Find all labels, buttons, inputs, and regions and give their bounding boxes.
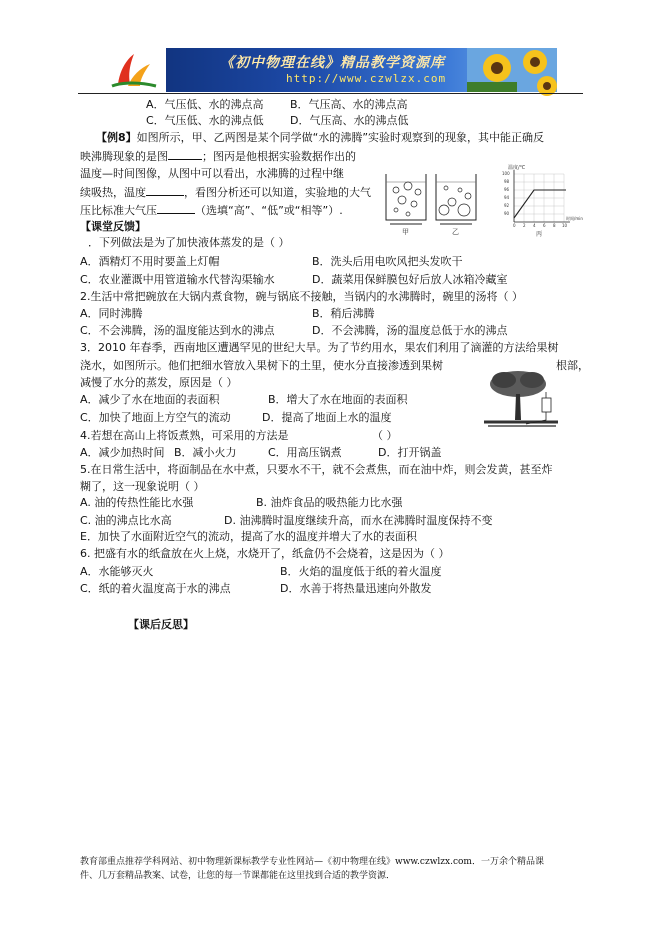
graph-xtick: 10 <box>562 223 568 228</box>
example-8-text-2b: ；图丙是他根据实验数据作出的 <box>202 150 356 163</box>
q4-option-b: B．减小火力 <box>174 446 237 459</box>
q5-option-e: E．加快了水面附近空气的流动，提高了水的温度并增大了水的表面积 <box>80 530 417 543</box>
q4-stem: 4.若想在高山上将饭煮熟，可采用的方法是 <box>80 429 289 442</box>
q5-option-c: C. 油的沸点比水高 <box>80 514 172 527</box>
q1-stem: ．下列做法是为了加快液体蒸发的是（ ） <box>88 236 290 249</box>
q2-option-b: B．稍后沸腾 <box>312 307 375 320</box>
graph-ytick: 94 <box>504 195 510 200</box>
q2-option-d: D．不会沸腾，汤的温度总低于水的沸点 <box>312 324 508 337</box>
example-8-text-5b: （选填“高”、“低”或“相等”）. <box>195 204 343 217</box>
answer-blank-1[interactable] <box>168 149 202 160</box>
q6-option-c: C．纸的着火温度高于水的沸点 <box>80 582 231 595</box>
q2-stem: 2.生活中常把碗放在大锅内煮食物，碗与锅底不接触，当锅内的水沸腾时，碗里的汤将（ ） <box>80 290 523 303</box>
beaker-figure <box>382 168 482 234</box>
q4-option-a: A．减少加热时间 <box>80 446 165 459</box>
example-8-line2 <box>80 149 356 164</box>
option-b: B．气压高、水的沸点高 <box>290 98 408 111</box>
graph-ytick: 98 <box>504 179 510 184</box>
graph-xlabel: 时间/min <box>566 216 583 221</box>
example-8-text-4a: 续吸热，温度 <box>80 186 146 199</box>
example-8-line3: 温度—时间图像，从图中可以看出，水沸腾的过程中继 <box>80 167 344 180</box>
graph-ytick: 90 <box>504 211 510 216</box>
q6-option-d: D．水善于将热量迅速向外散发 <box>280 582 432 595</box>
footer-line2: 件、几万套精品教案、试卷，让您的每一节课都能在这里找到合适的教学资源． <box>80 871 396 881</box>
q3-option-b: B．增大了水在地面的表面积 <box>268 393 408 406</box>
graph-xtick: 6 <box>543 223 546 228</box>
graph-xtick: 2 <box>523 223 526 228</box>
q1-option-a: A．酒精灯不用时要盖上灯帽 <box>80 255 220 268</box>
q5-line1: 5.在日常生活中，将面制品在水中煮，只要水不干，就不会煮焦，而在油中炸，则会发黄，甚至炸 <box>80 463 553 476</box>
q3-line2b: 根部， <box>556 359 589 372</box>
q2-option-a: A．同时沸腾 <box>80 307 143 320</box>
section-reflection: 【课后反思】 <box>128 618 194 631</box>
example-8-text: 如图所示，甲、乙两图是某个同学做“水的沸腾”实验时观察到的现象，其中能正确反 <box>136 131 545 144</box>
beaker-b <box>436 174 476 224</box>
section-feedback: 【课堂反馈】 <box>80 220 146 233</box>
q5-option-d: D. 油沸腾时温度继续升高，而水在沸腾时温度保持不变 <box>224 514 493 527</box>
graph-ytick: 96 <box>504 187 510 192</box>
q6-option-a: A．水能够灭火 <box>80 565 154 578</box>
q3-line1: 3．2010 年春季，西南地区遭遇罕见的世纪大旱。为了节约用水，果农们利用了滴灌的方法给果树 <box>80 341 559 354</box>
option-d: D．气压高、水的沸点低 <box>290 114 409 127</box>
answer-blank-2[interactable] <box>146 185 184 196</box>
tree-irrigation-figure <box>482 368 562 430</box>
q1-option-d: D．蔬菜用保鲜膜包好后放人冰箱冷藏室 <box>312 273 508 286</box>
q4-option-c: C．用高压锅煮 <box>268 446 342 459</box>
header-url[interactable]: http://www.czwlzx.com <box>286 72 447 85</box>
q6-stem: 6. 把盛有水的纸盒放在火上烧，水烧开了，纸盒仍不会烧着，这是因为（ ） <box>80 547 450 560</box>
example-8-text-5a: 压比标准大气压 <box>80 204 157 217</box>
beaker-a-label: 甲 <box>402 228 409 236</box>
temperature-graph <box>500 162 583 240</box>
q3-option-a: A．减少了水在地面的表面积 <box>80 393 220 406</box>
beaker-a <box>386 174 426 224</box>
example-8-text-4b: ，看图分析还可以知道，实验地的大气 <box>184 186 371 199</box>
q4-option-d: D．打开锅盖 <box>378 446 442 459</box>
option-a: A．气压低、水的沸点高 <box>146 98 264 111</box>
q4-paren: （ ） <box>372 429 398 442</box>
q2-option-c: C．不会沸腾，汤的温度能达到水的沸点 <box>80 324 275 337</box>
q5-option-b: B. 油炸食品的吸热能力比水强 <box>256 496 403 509</box>
q1-option-b: B．洗头后用电吹风把头发吹干 <box>312 255 463 268</box>
example-8-line5 <box>80 203 343 218</box>
q1-option-c: C．农业灌溉中用管道输水代替沟渠输水 <box>80 273 275 286</box>
graph-xtick: 4 <box>533 223 536 228</box>
header-title: 《初中物理在线》精品教学资源库 <box>220 55 445 71</box>
example-8-line1 <box>96 131 544 145</box>
q5-option-a: A. 油的传热性能比水强 <box>80 496 194 509</box>
footer-line1: 教育部重点推荐学科网站、初中物理新课标教学专业性网站—《初中物理在线》www.czwlzx.com．一万余个精品课 <box>80 857 544 867</box>
site-logo <box>100 48 166 92</box>
option-c: C．气压低、水的沸点低 <box>146 114 264 127</box>
sunflower-image <box>467 48 557 92</box>
q3-option-d: D．提高了地面上水的温度 <box>262 411 392 424</box>
graph-ylabel: 温度/℃ <box>508 165 526 171</box>
answer-blank-3[interactable] <box>157 203 195 214</box>
example-8-tag: 【例8】 <box>96 131 137 144</box>
q6-option-b: B．火焰的温度低于纸的着火温度 <box>280 565 442 578</box>
q3-option-c: C．加快了地面上方空气的流动 <box>80 411 231 424</box>
graph-xtick: 8 <box>553 223 556 228</box>
q3-line3: 减慢了水分的蒸发，原因是（ ） <box>80 376 238 389</box>
graph-ytick: 92 <box>504 203 510 208</box>
example-8-line4 <box>80 185 371 200</box>
example-8-text-2a: 映沸腾现象的是图 <box>80 150 168 163</box>
graph-label: 丙 <box>536 231 543 238</box>
q5-line2: 糊了，这一现象说明（ ） <box>80 480 205 493</box>
header-rule <box>78 93 583 94</box>
beaker-b-label: 乙 <box>452 228 459 236</box>
graph-ytick: 100 <box>502 171 510 176</box>
q3-line2a: 浇水，如图所示。他们把细水管放入果树下的土里，使水分直接渗透到果树 <box>80 359 443 372</box>
header-banner <box>100 48 557 92</box>
graph-xtick: 0 <box>513 223 516 228</box>
